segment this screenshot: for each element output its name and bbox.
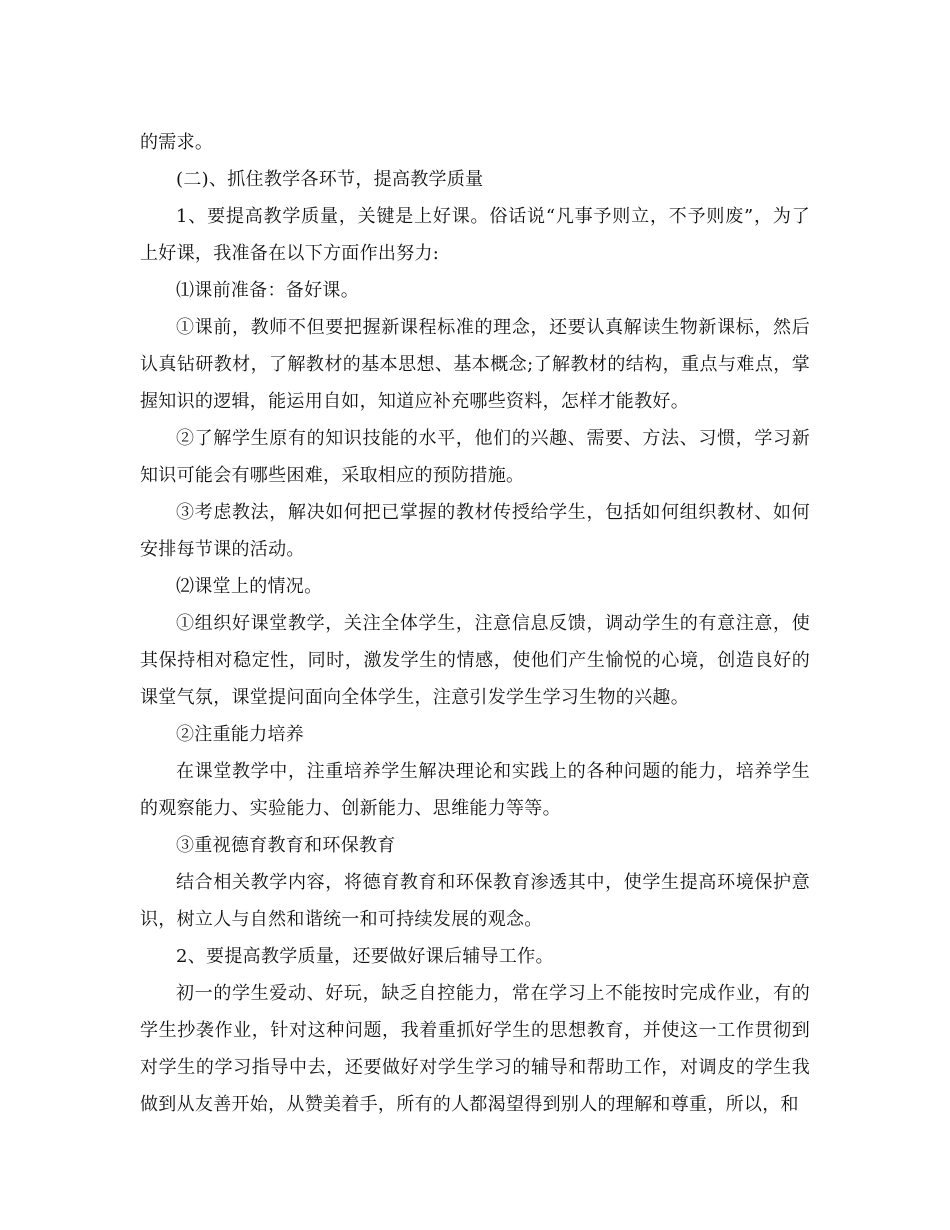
paragraph: 的需求。 [140, 132, 214, 153]
paragraph: ①课前，教师不但要把握新课程标准的理念，还要认真解读生物新课标，然后认真钻研教材，了解教材的基本思想、基本概念;了解教材的结构，重点与难点，掌握知识的逻辑，能运用自如，知道应补充哪些资料，怎样才能教好。 [140, 317, 810, 412]
subsection-heading: ⑵课堂上的情况。 [176, 576, 323, 597]
paragraph: ①组织好课堂教学，关注全体学生，注意信息反馈，调动学生的有意注意，使其保持相对稳定性，同时，激发学生的情感，使他们产生愉悦的心境，创造良好的课堂气氛，课堂提问面向全体学生，注意引发学生学习生物的兴趣。 [140, 613, 810, 708]
paragraph: 1、要提高教学质量，关键是上好课。俗话说“凡事予则立，不予则废”，为了上好课，我准备在以下方面作出努力: [140, 206, 810, 264]
paragraph-heading: ②注重能力培养 [176, 724, 305, 745]
paragraph: ②了解学生原有的知识技能的水平，他们的兴趣、需要、方法、习惯，学习新知识可能会有哪些困难，采取相应的预防措施。 [140, 428, 810, 486]
document-body [140, 124, 810, 1123]
section-heading: (二)、抓住教学各环节，提高教学质量 [176, 169, 484, 190]
section-heading: 2、要提高教学质量，还要做好课后辅导工作。 [176, 946, 554, 967]
paragraph: 初一的学生爱动、好玩，缺乏自控能力，常在学习上不能按时完成作业，有的学生抄袭作业，针对这种问题，我着重抓好学生的思想教育，并使这一工作贯彻到对学生的学习指导中去，还要做好对学生学习的辅导和帮助工作，对调皮的学生我做到从友善开始，从赞美着手，所有的人都渴望得到别人的理解和尊重，所以，和 [140, 983, 810, 1115]
paragraph: 结合相关教学内容，将德育教育和环保教育渗透其中，使学生提高环境保护意识，树立人与自然和谐统一和可持续发展的观念。 [140, 872, 810, 930]
paragraph: ③考虑教法，解决如何把已掌握的教材传授给学生，包括如何组织教材、如何安排每节课的活动。 [140, 502, 810, 560]
paragraph-heading: ③重视德育教育和环保教育 [176, 835, 396, 856]
paragraph: 在课堂教学中，注重培养学生解决理论和实践上的各种问题的能力，培养学生的观察能力、实验能力、创新能力、思维能力等等。 [140, 761, 810, 819]
subsection-heading: ⑴课前准备：备好课。 [176, 280, 359, 301]
